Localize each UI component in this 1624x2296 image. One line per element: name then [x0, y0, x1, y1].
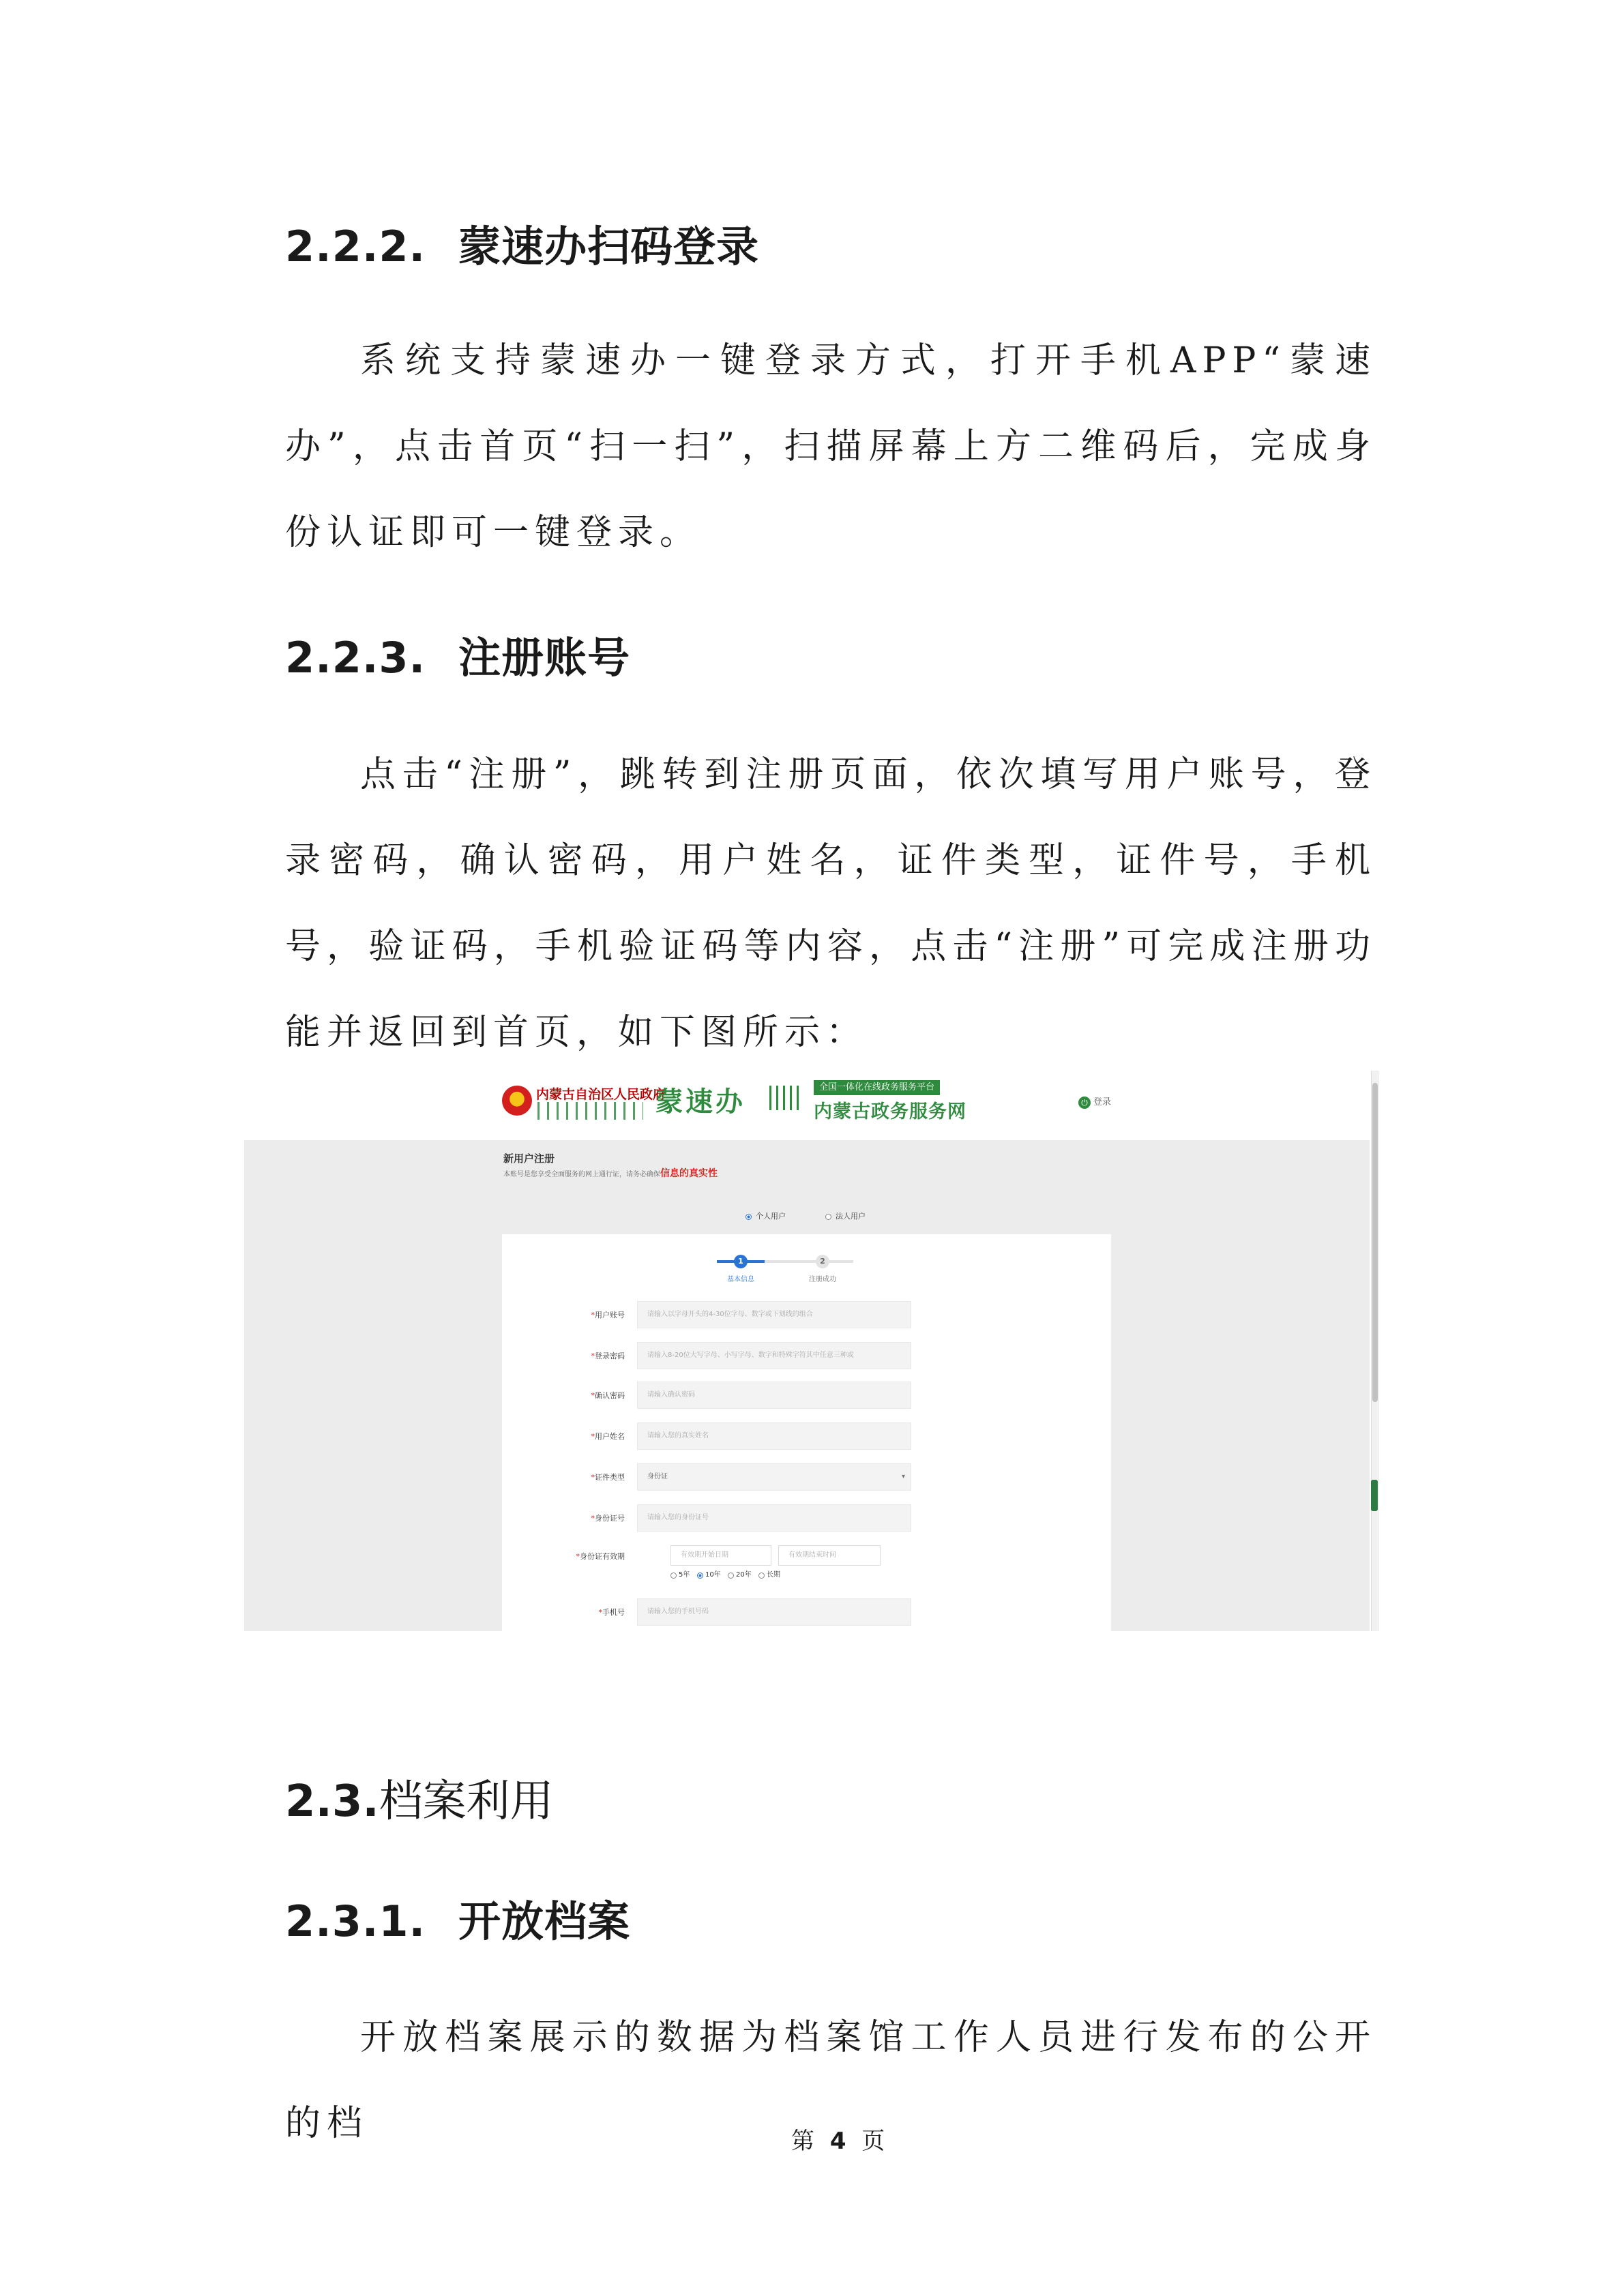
account-input[interactable]: 请输入以字母开头的4-30位字母、数字或下划线的组合	[637, 1301, 911, 1328]
label-text: 证件类型	[595, 1473, 625, 1482]
platform-tag: 全国一体化在线政务服务平台	[814, 1080, 940, 1095]
confirm-password-input[interactable]: 请输入确认密码	[637, 1382, 911, 1409]
field-label-id-type: *证件类型	[591, 1473, 625, 1482]
field-label-phone: *手机号	[598, 1608, 625, 1617]
brand-logo: 蒙速办	[655, 1086, 745, 1118]
radio-corporate-user[interactable]	[825, 1214, 831, 1220]
section-heading-2-2-3	[285, 624, 630, 685]
label-text: 登录密码	[595, 1352, 625, 1360]
radio-personal-label: 个人用户	[756, 1212, 786, 1221]
site-header	[244, 1071, 1370, 1140]
brand-mongolian-script	[769, 1086, 802, 1110]
register-form-card	[502, 1234, 1111, 1631]
field-label-password: *登录密码	[591, 1352, 625, 1360]
radio-validity-5y-label: 5年	[679, 1571, 690, 1579]
validity-start-input[interactable]: 有效期开始日期	[670, 1545, 771, 1566]
phone-input[interactable]: 请输入您的手机号码	[637, 1598, 911, 1626]
field-label-account: *用户账号	[591, 1311, 625, 1320]
field-label-id-validity: *身份证有效期	[576, 1552, 625, 1561]
page-number: 4	[829, 2128, 851, 2155]
radio-personal-user[interactable]	[745, 1214, 752, 1220]
radio-validity-permanent[interactable]	[758, 1572, 765, 1579]
side-float-tab[interactable]	[1371, 1480, 1378, 1511]
paragraph-text: 开放档案展示的数据为档案馆工作人员进行发布的公开的档	[285, 2017, 1376, 2144]
footer-suffix: 页	[861, 2128, 889, 2155]
section-number: 2.3.1.	[285, 1896, 426, 1946]
login-icon[interactable]: ⏻	[1078, 1097, 1091, 1109]
paragraph-qr-login	[285, 318, 1376, 576]
site-name: 内蒙古政务服务网	[814, 1101, 966, 1122]
field-label-id-number: *身份证号	[591, 1514, 625, 1523]
section-title: 开放档案	[458, 1896, 631, 1946]
step-1-label: 基本信息	[727, 1276, 754, 1283]
national-emblem-icon	[502, 1086, 532, 1116]
chevron-down-icon: ▾	[901, 1473, 905, 1480]
step-1-circle: 1	[734, 1255, 748, 1268]
radio-validity-10y[interactable]	[697, 1572, 703, 1579]
radio-validity-permanent-label: 长期	[767, 1571, 780, 1579]
id-type-value: 身份证	[647, 1473, 668, 1480]
section-heading-2-3-1	[285, 1888, 630, 1948]
radio-corporate-label: 法人用户	[836, 1212, 866, 1221]
label-text: 确认密码	[595, 1391, 625, 1400]
id-number-input[interactable]: 请输入您的身份证号	[637, 1504, 911, 1532]
label-text: 手机号	[602, 1608, 625, 1617]
scrollbar-thumb[interactable]	[1372, 1083, 1378, 1402]
register-note	[503, 1166, 718, 1180]
section-number: 2.2.3.	[285, 633, 426, 683]
section-title: 注册账号	[458, 633, 631, 683]
paragraph-text: 系统支持蒙速办一键登录方式，打开手机APP“蒙速办”，点击首页“扫一扫”，扫描屏幕上方二维码后，完成身份认证即可一键登录。	[285, 340, 1376, 553]
paragraph-text: 点击“注册”，跳转到注册页面，依次填写用户账号，登录密码，确认密码，用户姓名，证件类型，证件号，手机号，验证码，手机验证码等内容，点击“注册”可完成注册功能并返回到首页，如下图所示：	[285, 754, 1376, 1053]
radio-validity-20y[interactable]	[728, 1572, 734, 1579]
paragraph-register	[285, 732, 1376, 1075]
section-number: 2.3.	[285, 1776, 379, 1827]
password-input[interactable]: 请输入8-20位大写字母、小写字母、数字和特殊字符其中任意三种或	[637, 1342, 911, 1369]
page-footer	[791, 2122, 889, 2156]
label-text: 用户姓名	[595, 1432, 625, 1441]
section-heading-2-3	[285, 1766, 554, 1829]
label-text: 身份证号	[595, 1514, 625, 1523]
section-number: 2.2.2.	[285, 222, 426, 271]
footer-prefix: 第	[791, 2128, 818, 2155]
note-highlight: 信息的真实性	[660, 1168, 718, 1179]
stepper-line	[765, 1260, 853, 1263]
step-2-circle: 2	[816, 1255, 829, 1268]
login-link[interactable]: 登录	[1093, 1097, 1112, 1107]
id-type-select[interactable]	[637, 1463, 911, 1491]
note-text: 本账号是您享受全面服务的网上通行证，请务必确保	[503, 1171, 660, 1178]
mongolian-script-logo	[537, 1102, 643, 1120]
validity-end-input[interactable]: 有效期结束时间	[778, 1545, 881, 1566]
section-title: 档案利用	[379, 1776, 554, 1827]
section-title: 蒙速办扫码登录	[458, 222, 760, 271]
field-label-confirm-password: *确认密码	[591, 1391, 625, 1400]
name-input[interactable]: 请输入您的真实姓名	[637, 1422, 911, 1450]
field-label-name: *用户姓名	[591, 1432, 625, 1441]
register-page-screenshot	[244, 1071, 1379, 1631]
label-text: 身份证有效期	[580, 1552, 625, 1561]
radio-validity-10y-label: 10年	[705, 1571, 721, 1579]
register-title: 新用户注册	[503, 1152, 555, 1165]
section-heading-2-2-2	[285, 213, 759, 273]
radio-validity-20y-label: 20年	[736, 1571, 752, 1579]
radio-validity-5y[interactable]	[670, 1572, 677, 1579]
label-text: 用户账号	[595, 1311, 625, 1320]
gov-title: 内蒙古自治区人民政府	[536, 1087, 666, 1102]
step-2-label: 注册成功	[809, 1276, 836, 1283]
